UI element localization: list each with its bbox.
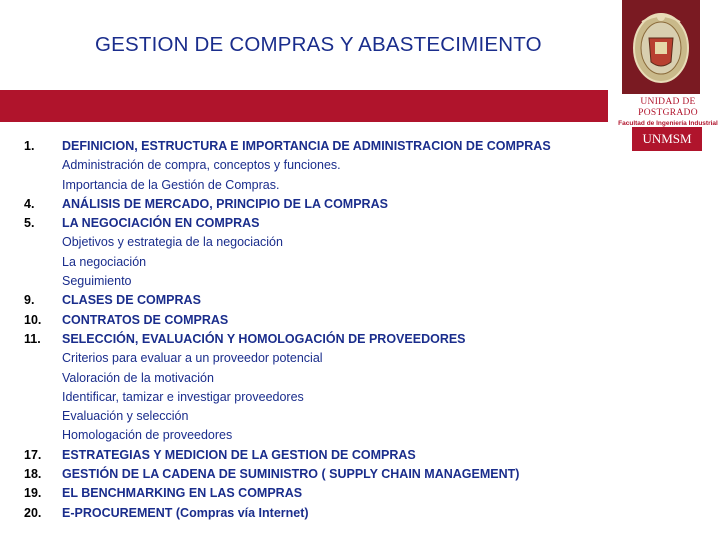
outline-topic — [0, 484, 630, 503]
item-number: 19. — [24, 486, 42, 501]
outline-subtopic — [0, 253, 630, 272]
unmsm-badge: UNMSM — [632, 127, 702, 151]
outline-topic — [0, 291, 630, 310]
outline-subtopic — [0, 233, 630, 252]
outline-topic — [0, 465, 630, 484]
outline-subtopic — [0, 426, 630, 445]
outline-topic — [0, 446, 630, 465]
item-text: Evaluación y selección — [62, 409, 189, 424]
postgrado-unit-label — [611, 97, 725, 128]
outline-subtopic — [0, 272, 630, 291]
item-number: 4. — [24, 196, 35, 211]
item-text: Importancia de la Gestión de Compras. — [62, 177, 280, 192]
item-number: 9. — [24, 293, 35, 308]
unidad-postgrado-text: UNIDAD DE POSTGRADO — [638, 97, 698, 118]
item-number: 1. — [24, 139, 35, 153]
outline-subtopic — [0, 156, 630, 175]
item-number: 11. — [24, 331, 41, 346]
facultad-text: Facultad de Ingeniería Industrial — [618, 120, 718, 127]
item-text: Valoración de la motivación — [62, 370, 214, 385]
item-number: 5. — [24, 216, 35, 231]
outline-subtopic — [0, 176, 630, 195]
item-text: Criterios para evaluar a un proveedor potencial — [62, 351, 323, 366]
item-number: 20. — [24, 505, 42, 520]
item-text: EL BENCHMARKING EN LAS COMPRAS — [62, 486, 303, 501]
item-text: ESTRATEGIAS Y MEDICION DE LA GESTION DE COMPRAS — [62, 447, 416, 462]
item-text: E-PROCUREMENT (Compras vía Internet) — [62, 505, 309, 520]
outline-topic — [0, 330, 630, 349]
item-text: Objetivos y estrategia de la negociación — [62, 235, 283, 250]
outline-topic — [0, 137, 630, 156]
item-number: 17. — [24, 447, 42, 462]
outline-topic — [0, 504, 630, 523]
item-number: 10. — [24, 312, 42, 327]
red-header-band — [0, 90, 608, 122]
item-text: Seguimiento — [62, 274, 132, 289]
item-number: 18. — [24, 467, 42, 482]
course-outline-list — [0, 137, 630, 523]
item-text: Identificar, tamizar e investigar proveedores — [62, 389, 304, 404]
item-text: DEFINICION, ESTRUCTURA E IMPORTANCIA DE ADMINISTRACION DE COMPRAS — [62, 139, 551, 153]
item-text: CLASES DE COMPRAS — [62, 293, 201, 308]
item-text: Administración de compra, conceptos y funciones. — [62, 158, 341, 173]
outline-topic — [0, 214, 630, 233]
item-text: Homologación de proveedores — [62, 428, 233, 443]
item-text: CONTRATOS DE COMPRAS — [62, 312, 229, 327]
slide-title: GESTION DE COMPRAS Y ABASTECIMIENTO — [95, 33, 542, 56]
outline-subtopic — [0, 388, 630, 407]
outline-topic — [0, 311, 630, 330]
outline-topic — [0, 195, 630, 214]
item-text: ANÁLISIS DE MERCADO, PRINCIPIO DE LA COMPRAS — [62, 196, 388, 211]
university-crest-icon — [622, 0, 700, 94]
item-text: SELECCIÓN, EVALUACIÓN Y HOMOLOGACIÓN DE PROVEEDORES — [62, 331, 466, 346]
outline-subtopic — [0, 369, 630, 388]
item-text: La negociación — [62, 254, 147, 269]
item-text: LA NEGOCIACIÓN EN COMPRAS — [62, 216, 260, 231]
outline-subtopic — [0, 349, 630, 368]
item-text: GESTIÓN DE LA CADENA DE SUMINISTRO ( SUPPLY CHAIN MANAGEMENT) — [62, 467, 520, 482]
outline-subtopic — [0, 407, 630, 426]
